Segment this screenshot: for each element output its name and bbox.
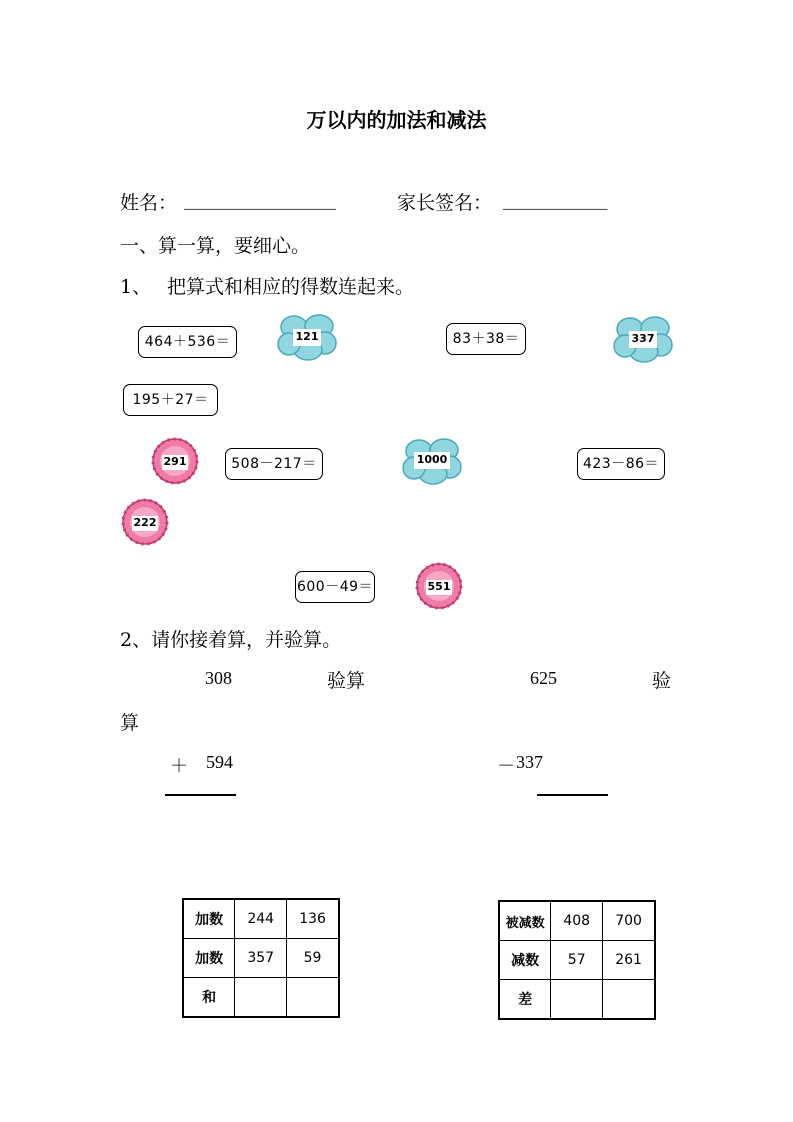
blue-flower-answer[interactable] [402, 437, 462, 485]
answer-number: 222 [133, 516, 157, 529]
answer-cell[interactable] [235, 978, 287, 1018]
expression-box[interactable]: 423－86＝ [577, 448, 665, 480]
answer-number: 291 [163, 455, 187, 468]
left-result-line [165, 794, 236, 796]
answer-number: 337 [631, 332, 655, 345]
left-bottom-number: 594 [206, 752, 233, 772]
table-cell: 59 [287, 939, 339, 978]
left-check-label: 验算 [327, 670, 366, 692]
answer-cell[interactable] [603, 980, 655, 1020]
expression-box[interactable]: 83＋38＝ [446, 323, 526, 355]
plus-sign: ＋ [170, 756, 188, 776]
table-cell: 减数 [499, 941, 551, 980]
question-1-number: 1、 [120, 276, 152, 298]
right-bottom-number: 337 [516, 752, 543, 772]
answer-cell[interactable] [287, 978, 339, 1018]
page-title: 万以内的加法和减法 [306, 108, 487, 132]
table-cell: 244 [235, 899, 287, 939]
parent-signature-label: 家长签名： [397, 192, 493, 214]
table-cell: 和 [183, 978, 235, 1018]
parent-signature-blank[interactable]: ___________ [503, 188, 608, 210]
table-cell: 被减数 [499, 901, 551, 941]
right-result-line [537, 794, 608, 796]
pink-flower-answer[interactable] [121, 498, 169, 546]
table-cell: 261 [603, 941, 655, 980]
blue-flower-answer[interactable] [277, 313, 337, 361]
right-top-number: 625 [530, 668, 557, 688]
table-cell: 加数 [183, 899, 235, 939]
question-2-text: 2、请你接着算，并验算。 [120, 629, 342, 651]
expression-box[interactable]: 600－49＝ [295, 571, 375, 603]
pink-flower-answer[interactable] [415, 562, 463, 610]
name-label: 姓名： [120, 192, 178, 214]
table-cell: 357 [235, 939, 287, 978]
expression-box[interactable]: 508－217＝ [225, 448, 323, 480]
answer-number: 551 [427, 580, 451, 593]
expression-box[interactable]: 464＋536＝ [138, 326, 237, 358]
left-top-number: 308 [205, 668, 232, 688]
table-cell: 差 [499, 980, 551, 1020]
subtraction-table [498, 900, 656, 1020]
question-1-text: 把算式和相应的得数连起来。 [167, 276, 415, 298]
answer-cell[interactable] [551, 980, 603, 1020]
pink-flower-answer[interactable] [151, 437, 199, 485]
right-check-label-2: 算 [120, 712, 140, 734]
right-check-label-1: 验 [652, 670, 672, 692]
table-cell: 408 [551, 901, 603, 941]
blue-flower-answer[interactable] [613, 315, 673, 363]
table-cell: 加数 [183, 939, 235, 978]
answer-number: 1000 [416, 453, 448, 466]
answer-number: 121 [295, 330, 319, 343]
expression-box[interactable]: 195＋27＝ [123, 384, 218, 416]
table-cell: 57 [551, 941, 603, 980]
table-cell: 136 [287, 899, 339, 939]
minus-sign: － [497, 756, 515, 776]
addition-table [182, 898, 340, 1018]
name-blank[interactable]: ________________ [184, 188, 336, 210]
table-cell: 700 [603, 901, 655, 941]
section-heading: 一、算一算，要细心。 [120, 235, 311, 257]
